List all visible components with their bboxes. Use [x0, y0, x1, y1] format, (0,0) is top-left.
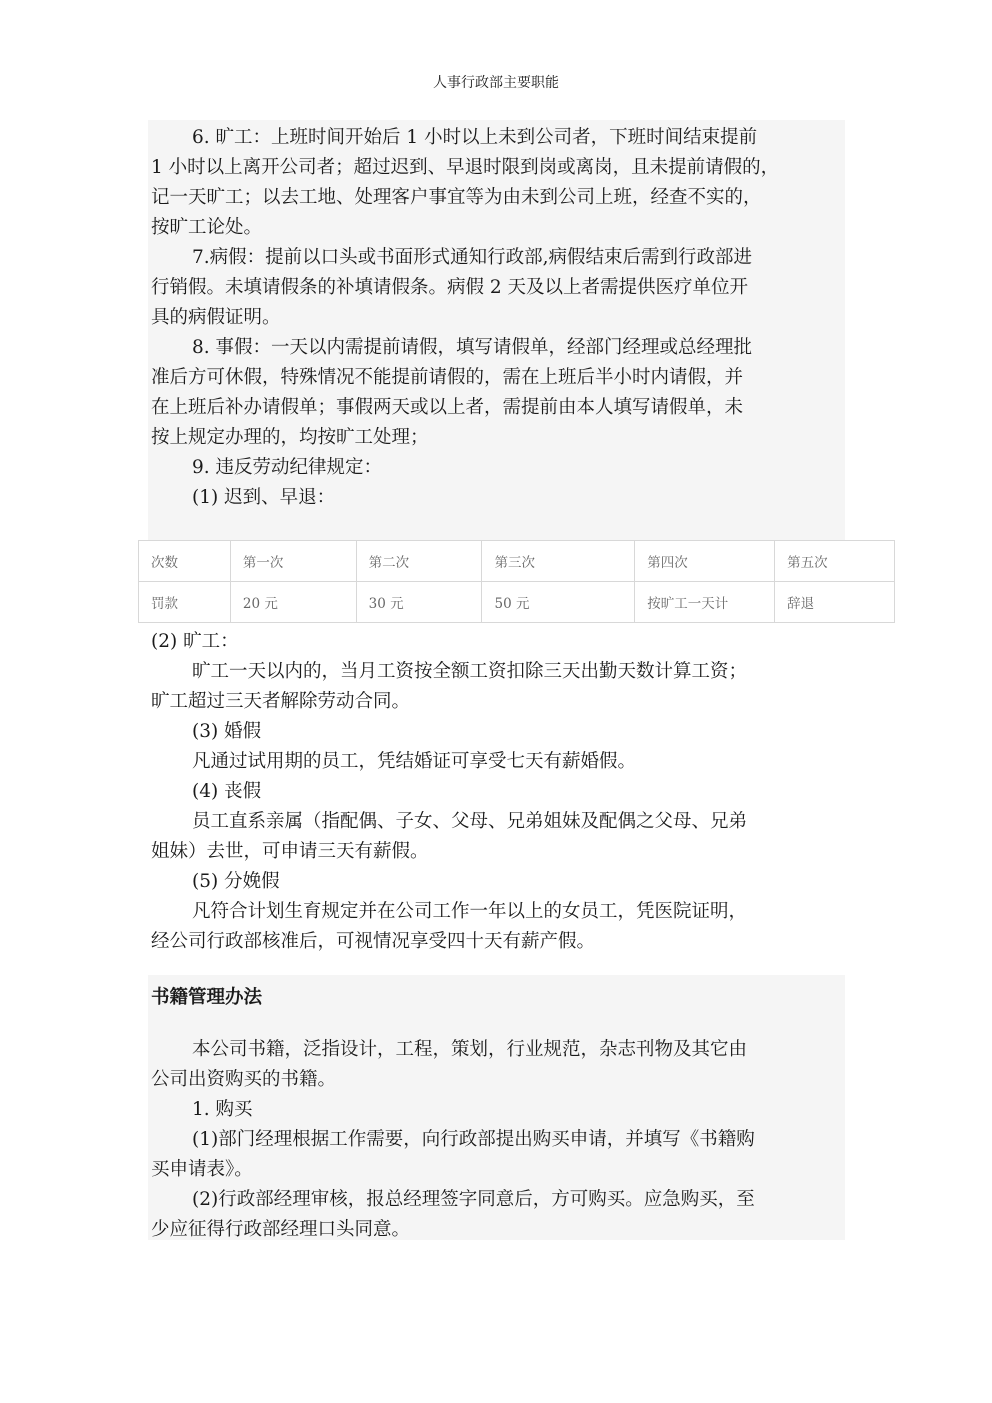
paragraph-line: 记一天旷工；以去工地、处理客户事宜等为由未到公司上班，经查不实的， [151, 187, 762, 208]
paragraph-line: (2)行政部经理审核，报总经理签字同意后，方可购买。应急购买，至 [192, 1189, 755, 1210]
table-cell: 第四次 [635, 541, 775, 582]
page-header-title: 人事行政部主要职能 [433, 75, 559, 91]
table-cell: 按旷工一天计 [635, 582, 775, 623]
paragraph-line: 1 小时以上离开公司者；超过迟到、早退时限到岗或离岗，且未提前请假的， [151, 157, 780, 178]
paragraph-line: 按上规定办理的，均按旷工处理； [151, 427, 429, 448]
table-cell: 第三次 [482, 541, 635, 582]
table-row [139, 541, 895, 582]
table-cell: 50 元 [482, 582, 635, 623]
paragraph-line: (5) 分娩假 [192, 871, 280, 892]
paragraph-line: 7.病假：提前以口头或书面形式通知行政部,病假结束后需到行政部进 [192, 247, 753, 268]
paragraph-line: 9. 违反劳动纪律规定： [192, 457, 383, 478]
paragraph-line: (2) 旷工： [151, 631, 239, 652]
table-cell: 30 元 [356, 582, 482, 623]
table-cell: 罚款 [139, 582, 231, 623]
paragraph-line: (1)部门经理根据工作需要，向行政部提出购买申请，并填写《书籍购 [192, 1129, 755, 1150]
paragraph-line: 按旷工论处。 [151, 217, 263, 238]
paragraph-line: 员工直系亲属（指配偶、子女、父母、兄弟姐妹及配偶之父母、兄弟 [192, 811, 748, 832]
paragraph-line: 行销假。未填请假条的补填请假条。病假 2 天及以上者需提供医疗单位开 [151, 277, 749, 298]
table-row [139, 582, 895, 623]
table-cell: 第二次 [356, 541, 482, 582]
table-cell: 20 元 [230, 582, 356, 623]
paragraph-line: (4) 丧假 [192, 781, 262, 802]
paragraph-line: 准后方可休假，特殊情况不能提前请假的，需在上班后半小时内请假，并 [151, 367, 744, 388]
paragraph-line: 1. 购买 [192, 1099, 253, 1120]
paragraph-line: 公司出资购买的书籍。 [151, 1069, 337, 1090]
paragraph-line: 凡通过试用期的员工，凭结婚证可享受七天有薪婚假。 [192, 751, 637, 772]
paragraph-line: 少应征得行政部经理口头同意。 [151, 1219, 411, 1240]
table-cell: 第一次 [230, 541, 356, 582]
paragraph-line: 本公司书籍，泛指设计，工程，策划，行业规范，杂志刊物及其它由 [192, 1039, 748, 1060]
paragraph-line: 凡符合计划生育规定并在公司工作一年以上的女员工，凭医院证明， [192, 901, 748, 922]
paragraph-line: (1) 迟到、早退： [192, 487, 336, 508]
penalty-table [138, 540, 895, 623]
paragraph-line: 6. 旷工：上班时间开始后 1 小时以上未到公司者，下班时间结束提前 [192, 127, 758, 148]
paragraph-line: 买申请表》。 [151, 1159, 253, 1180]
section-heading: 书籍管理办法 [151, 987, 263, 1008]
paragraph-line: 在上班后补办请假单；事假两天或以上者，需提前由本人填写请假单，未 [151, 397, 744, 418]
table-cell: 第五次 [775, 541, 895, 582]
paragraph-line: 姐妹）去世，可申请三天有薪假。 [151, 841, 429, 862]
table-cell: 次数 [139, 541, 231, 582]
paragraph-line: 旷工超过三天者解除劳动合同。 [151, 691, 411, 712]
paragraph-line: 经公司行政部核准后，可视情况享受四十天有薪产假。 [151, 931, 596, 952]
paragraph-line: 8. 事假：一天以内需提前请假，填写请假单，经部门经理或总经理批 [192, 337, 753, 358]
paragraph-line: (3) 婚假 [192, 721, 262, 742]
table-cell: 辞退 [775, 582, 895, 623]
paragraph-line: 旷工一天以内的，当月工资按全额工资扣除三天出勤天数计算工资； [192, 661, 748, 682]
paragraph-line: 具的病假证明。 [151, 307, 281, 328]
